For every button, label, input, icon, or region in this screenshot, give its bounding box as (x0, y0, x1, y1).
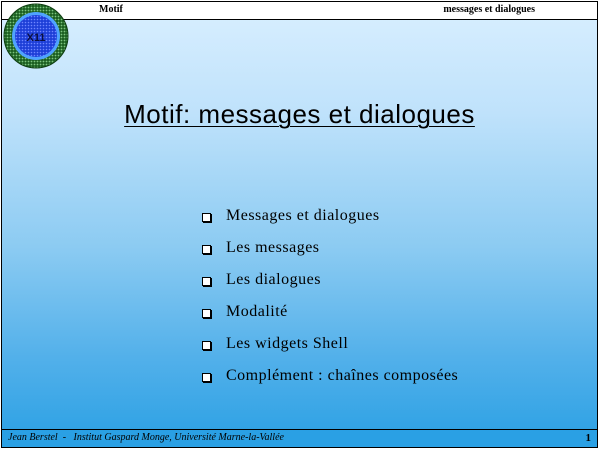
checkbox-bullet-icon (202, 373, 211, 382)
header-chapter-label: Motif (99, 4, 123, 15)
list-item (202, 232, 458, 264)
slide-title: Motif: messages et dialogues (124, 99, 475, 129)
footer-author-label: Jean Berstel - Institut Gaspard Monge, Université Marne-la-Vallée (8, 432, 284, 443)
list-item (202, 296, 458, 328)
checkbox-bullet-icon (202, 309, 211, 318)
logo-text: X11 (26, 32, 46, 44)
page-number: 1 (585, 432, 591, 444)
checkbox-bullet-icon (202, 245, 211, 254)
list-item (202, 360, 458, 392)
list-item (202, 200, 458, 232)
checkbox-bullet-icon (202, 341, 211, 350)
bullet-text: Modalité (226, 303, 288, 320)
checkbox-bullet-icon (202, 277, 211, 286)
bullet-text: Les widgets Shell (226, 335, 349, 352)
bullet-text: Messages et dialogues (226, 207, 380, 224)
list-item (202, 264, 458, 296)
target-emblem-icon (3, 3, 69, 69)
bullet-text: Complément : chaînes composées (226, 367, 459, 384)
bullet-text: Les messages (226, 239, 320, 256)
header-topic-label: messages et dialogues (443, 4, 535, 15)
slide (1, 1, 598, 448)
slide-header (2, 2, 597, 20)
bullet-list (202, 200, 458, 392)
checkbox-bullet-icon (202, 213, 211, 222)
slide-footer (2, 429, 597, 447)
list-item (202, 328, 458, 360)
bullet-text: Les dialogues (226, 271, 321, 288)
